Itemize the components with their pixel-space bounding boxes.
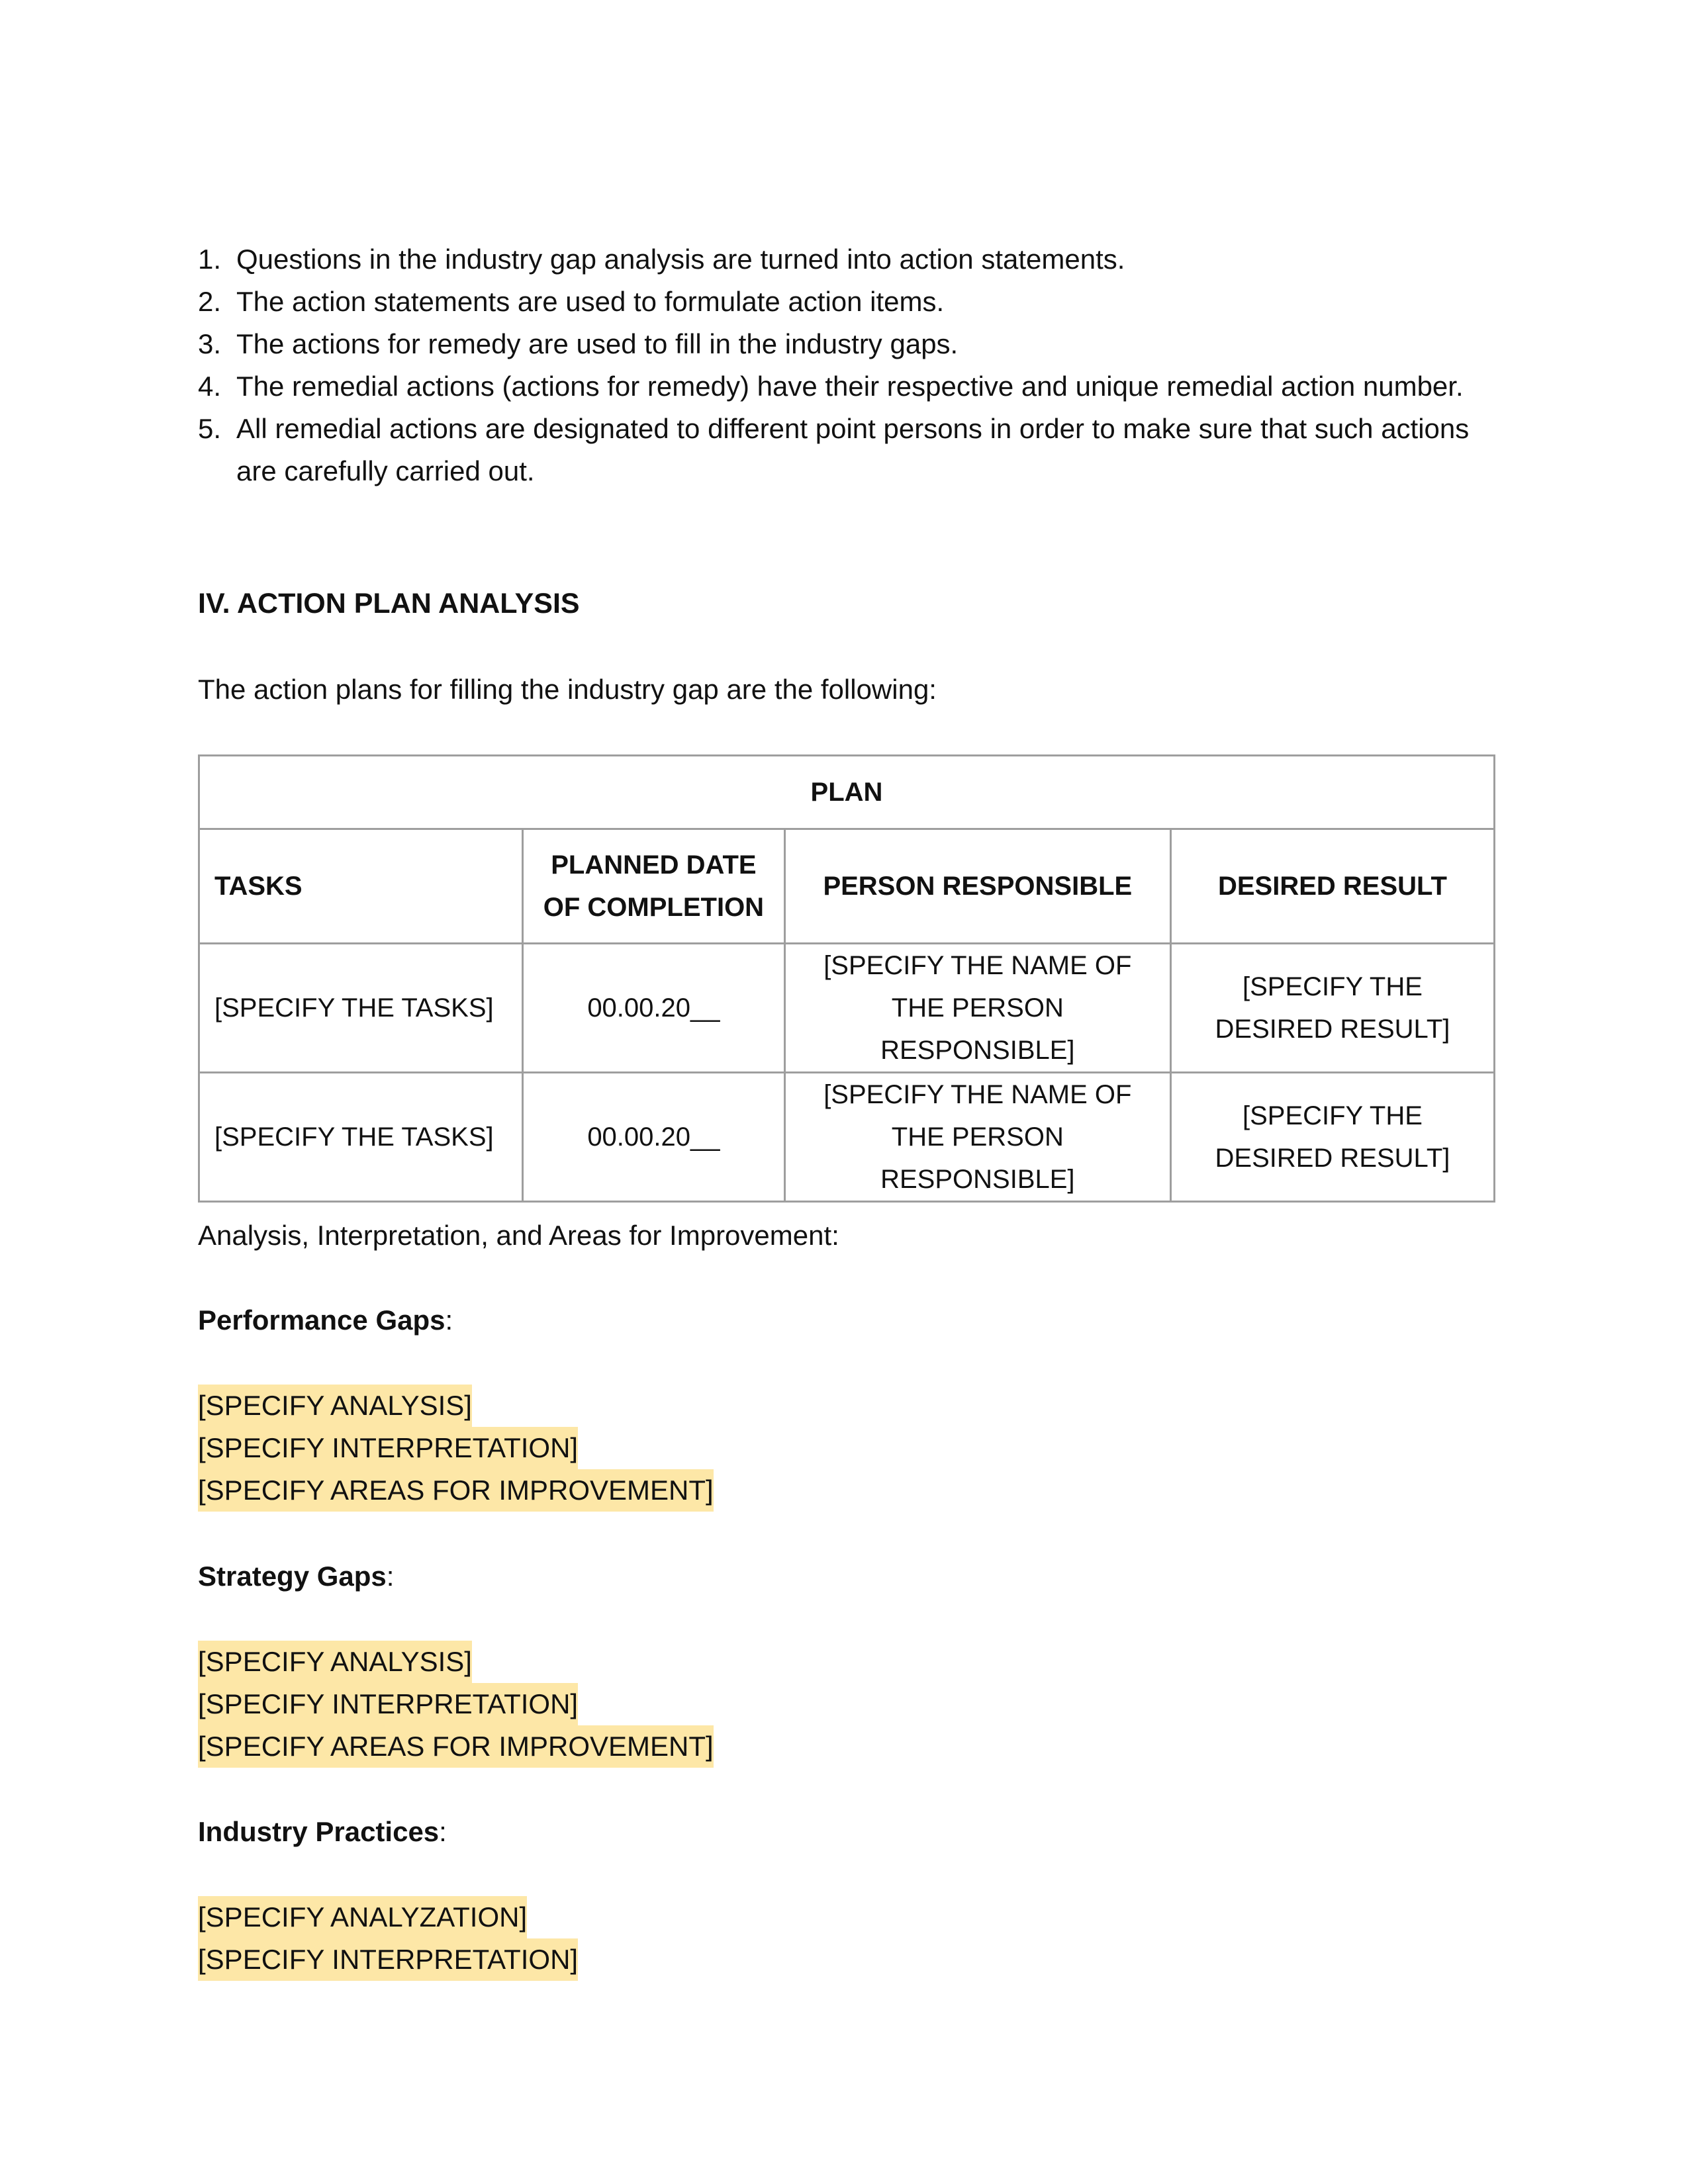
table-cell-result: [SPECIFY THE DESIRED RESULT] [1170, 944, 1494, 1073]
placeholder-analysis: [SPECIFY ANALYSIS] [198, 1385, 472, 1427]
table-row [199, 1073, 1495, 1202]
column-header-planned-date: PLANNED DATE OF COMPLETION [523, 829, 785, 944]
list-text: The remedial actions (actions for remedy) have their respective and unique remedial action number. [236, 371, 1464, 402]
list-text: The action statements are used to formulate action items. [236, 286, 945, 317]
list-text: All remedial actions are designated to different point persons in order to make sure that such actions are carefully carried out. [236, 413, 1470, 486]
list-number: 1. [198, 244, 222, 275]
placeholder-interpretation: [SPECIFY INTERPRETATION] [198, 1427, 578, 1469]
list-item [198, 238, 1495, 281]
list-text: Questions in the industry gap analysis are turned into action statements. [236, 244, 1125, 275]
industry-practices-items [198, 1896, 578, 1981]
table-cell-task: [SPECIFY THE TASKS] [199, 944, 523, 1073]
heading-colon: : [445, 1304, 453, 1336]
heading-colon: : [439, 1816, 447, 1847]
intro-text: The action plans for filling the industry gap are the following: [198, 674, 937, 705]
industry-practices-title: Industry Practices [198, 1816, 440, 1847]
list-text: The actions for remedy are used to fill in the industry gaps. [236, 328, 959, 359]
table-cell-person: [SPECIFY THE NAME OF THE PERSON RESPONSIBLE] [784, 944, 1170, 1073]
table-cell-result: [SPECIFY THE DESIRED RESULT] [1170, 1073, 1494, 1202]
list-number: 2. [198, 286, 222, 317]
table-cell-date: 00.00.20__ [523, 944, 785, 1073]
list-item [198, 365, 1495, 408]
steps-list [198, 238, 1495, 492]
action-plan-table [198, 754, 1495, 1203]
industry-practices-heading [198, 1811, 447, 1853]
table-row [199, 944, 1495, 1073]
strategy-gaps-items [198, 1641, 714, 1768]
document-page [198, 238, 1495, 1975]
plan-header: PLAN [199, 756, 1495, 829]
table-column-header-row [199, 829, 1495, 944]
column-header-desired-result: DESIRED RESULT [1170, 829, 1494, 944]
strategy-gaps-heading [198, 1555, 394, 1598]
heading-colon: : [386, 1561, 395, 1592]
list-item [198, 281, 1495, 323]
performance-gaps-title: Performance Gaps [198, 1304, 445, 1336]
strategy-gaps-title: Strategy Gaps [198, 1561, 387, 1592]
table-cell-person: [SPECIFY THE NAME OF THE PERSON RESPONSIBLE] [784, 1073, 1170, 1202]
performance-gaps-items [198, 1385, 714, 1512]
list-item [198, 408, 1495, 492]
list-item [198, 323, 1495, 365]
column-header-person-responsible: PERSON RESPONSIBLE [784, 829, 1170, 944]
table-plan-header-row [199, 756, 1495, 829]
placeholder-analysis: [SPECIFY ANALYSIS] [198, 1641, 472, 1683]
table-cell-task: [SPECIFY THE TASKS] [199, 1073, 523, 1202]
column-header-tasks: TASKS [199, 829, 523, 944]
analysis-label: Analysis, Interpretation, and Areas for Improvement: [198, 1220, 839, 1251]
placeholder-areas-for-improvement: [SPECIFY AREAS FOR IMPROVEMENT] [198, 1469, 714, 1512]
placeholder-analyzation: [SPECIFY ANALYZATION] [198, 1896, 527, 1938]
section-heading: IV. ACTION PLAN ANALYSIS [198, 588, 580, 619]
list-number: 3. [198, 328, 222, 359]
list-number: 5. [198, 413, 222, 444]
placeholder-interpretation: [SPECIFY INTERPRETATION] [198, 1938, 578, 1981]
placeholder-interpretation: [SPECIFY INTERPRETATION] [198, 1683, 578, 1725]
list-number: 4. [198, 371, 222, 402]
performance-gaps-heading [198, 1299, 453, 1342]
placeholder-areas-for-improvement: [SPECIFY AREAS FOR IMPROVEMENT] [198, 1725, 714, 1768]
table-cell-date: 00.00.20__ [523, 1073, 785, 1202]
